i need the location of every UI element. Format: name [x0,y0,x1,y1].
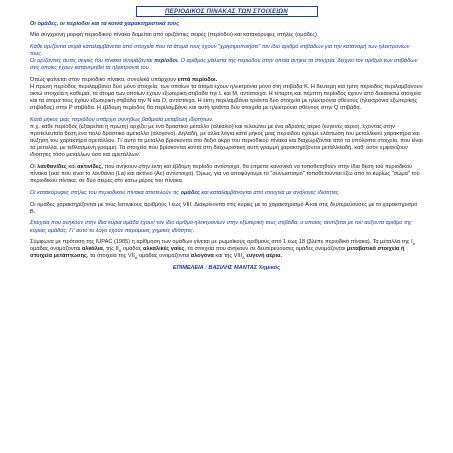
paragraph-lanthanides [30,164,423,185]
paragraph-seven-periods [30,77,423,112]
iupac-sub-4: A [242,255,245,261]
paragraph-iupac [30,239,423,260]
period-trends-heading: Κατά μήκος μιας περιόδου υπάρχει συνήθως βαθμιαία μεταβολή ιδιοτήτων. [30,116,214,123]
groups-keyword: ομάδες [180,189,200,196]
iupac-text-4: ομάδας [121,246,144,253]
iupac-text-1: Σύμφωνα με πρόταση της IUPAC (1985) η αρίθμηση των ομάδων γίνεται με ρωμαϊκούς αριθμούς από 1 έως 18 (βλέπε περιοδικό πίνακα). Τα μέταλλα της I [30,239,413,246]
iupac-text-8: και της VIII [213,253,243,260]
transition-keyword: μεταβατικά στοιχεία ή στοιχεία μετάπτωσης [30,246,405,260]
iupac-sub-1: A [412,241,416,247]
periods-text-3: Ο αριθμός μάλιστα της περιόδου στην οποία ανήκει τα στοιχεία, δείχνει τον αριθμό των στιβάδων στις οποίες έχουν κατανεμηθεί τα ηλεκτρόνιά του. [30,58,418,72]
paragraph-intro: Μία σύγχρονη μορφή περιοδικού πίνακα δομείται από οριζόντιες σειρές (περίοδοι) και κατακόρυφες στήλες (ομάδες). [30,32,319,39]
lanthanides-text-1: Οι [30,164,38,171]
lanthanides-text-2: και [66,164,78,171]
iupac-text-7: ομάδας ονομάζονται [137,253,191,260]
periods-keyword: περίοδοι. [154,58,180,65]
lanthanides-text-3: που ανήκουν στην έκτη και έβδομη περίοδο αντίστοιχα, θα έπρεπε κανονικά να τοποθετηθούν στην ίδια θέση του περιοδικού πίνακα (εκεί που είναι το λανθάνιο (La) και ακτίνιο (Ac) αντίστοιχα). Όμως, για να αποφύγουμε το "συνωστισμό" τοποθετούνται έξω από το κυρίως "σώμα" του περιοδικού πίνακα, σε δύο σειρές στο κάτω μέρος του πίνακα. [30,164,420,185]
seven-periods-text: Όπως φαίνεται στον περιοδικό πίνακα, συνολικά υπάρχουν [30,76,178,83]
periods-description: Η πρώτη περίοδος περιλαμβάνει δύο μόνο στοιχεία, των οποίων τα άτομα έχουν ηλεκτρόνια μόνο στη στιβάδα K. Η δεύτερη και τρίτη περίοδος περιλαμβάνουν οκτώ στοιχεία η καθεμιά, τα άτομα των οποίων έχουν εξωτερική στιβάδα την L και M, αντίστοιχα. Η τέταρτη και πέμπτη περίοδος έχουν από δεκαοκτώ στοιχεία και τα άτομά τους έχουν εξωτερική στιβάδα την N και O, αντίστοιχα. Η έκτη περιλαμβάνει τριάντα δύο στοιχεία με ηλεκτρόνια σθένους (ηλεκτρόνια εξωτερικής στιβάδας) στην P στιβάδα. Η έβδομη περίοδος θα περιλαμβάνει και αυτή τριάντα δύο στοιχεία με ηλεκτρόνια σθένους στην Q στιβάδα. [30,83,423,112]
iupac-text-5: , τα στοιχεία που ανήκουν σε δευτερεύουσες ομάδες ονομάζονται [184,246,347,253]
iupac-sub-3: A [134,255,138,261]
lanthanides-keyword: λανθανίδες [37,164,67,171]
paragraph-groups [30,190,423,197]
iupac-text-2: ομάδας ονομάζονται [30,246,82,253]
document-page [30,6,423,277]
periods-text-1: Κάθε οριζόντια σειρά καταλαμβάνεται από στοιχεία που τα άτομά τους έχουν "χρησιμοποιήσει" τον ίδιο αριθμό στιβάδων για την κατανομή των ηλεκτρονίων τους. [30,43,410,57]
iupac-text-6: , τα στοιχεία της VII [86,253,135,260]
periods-text-2: Οι οριζόντιες αυτές σειρές του πίνακα ονομάζονται [30,58,155,65]
paragraph-group-numbering: Οι ομάδες χαρακτηρίζονται με τους λατινικούς αριθμούς I έως VIII. Διακρίνονται στις κύριες με το χαρακτηρισμό A και στις δευτερεύουσες με το χαρακτηρισμό B. [30,201,418,215]
seven-periods-keyword: επτά περίοδοι. [177,76,218,83]
groups-text-2: και καταλαμβάνονται από στοιχεία με ανάλογες ιδιότητες. [199,189,340,196]
period-trends-text: π.χ. κάθε περίοδος (εξαιρείται η πρώτη) αρχίζει με ένα δραστικό μέταλλο (αλκάλιο) και τελειώνει με ένα αδρανές αέριο (ευγενές αέριο), έχοντας στην προτελευταία θέση ένα πολύ δραστικό αμέταλλο (αλογόνο). Δηλαδή, με αλλά λόγια κατά μήκος μιας περιόδου έχουμε ελάττωση του μεταλλικού χαρακτήρα και αύξηση του χαρακτήρα αμετάλλου. Γι' αυτό τα μεταλλα βρίσκονται στο δεξιό άκρο του περιοδικού πίνακα και διαχωρίζονται από τα υπόλοιπα στοιχεία, που είναι τα μέταλλα, με τεθλασμένη γραμμή. Τα στοιχεία που βρίσκονται κοντά στη διαχωριστική αυτή γραμμή χαρακτηρίζονται μεταλλοειδή, καθ' όσον εμφανίζουν ιδιότητες τόσο μετάλλων όσο και αμετάλλων. [30,124,423,159]
page-title: ΠΕΡΙΟΔΙΚΟΣ ΠΙΝΑΚΑΣ ΤΩΝ ΣΤΟΙΧΕΙΩΝ [136,6,318,17]
iupac-text-3: , της II [102,246,119,253]
paragraph-periods [30,44,423,72]
alkaline-earth-keyword: αλκαλικές γαίες [143,246,185,253]
alkali-keyword: αλκάλια [81,246,103,253]
section-heading: Οι ομάδες, οι περίοδοι και τα κοινά χαρακτηριστικά τους [30,21,180,28]
noble-gas-keyword: ευγενή αέρια. [246,253,283,260]
halogen-keyword: αλογόνα [190,253,214,260]
paragraph-main-group: Στοιχεία που ανήκουν στην ίδια κύρια ομάδα έχουν τον ίδιο αριθμό ηλεκτρονίων στην εξωτερική τους στιβάδα, ο οποίος ταυτίζεται με τον αύξοντα αριθμό της κύριας ομάδας. Γι' αυτό το λόγο έχουν παρόμοιες χημικές ιδιότητες. [30,220,412,234]
iupac-sub-2: A [118,248,122,254]
signature: ΕΠΙΜΕΛΕΙΑ : ΒΑΣΙΛΗΣ ΜΑΝΤΑΣ Χημικός [172,265,281,272]
groups-text-1: Οι κατακόρυφες στήλες του περιοδικού πίνακα αποτελούν τις [30,189,181,196]
actinides-keyword: ακτινίδες, [77,164,103,171]
paragraph-period-trends [30,117,423,160]
